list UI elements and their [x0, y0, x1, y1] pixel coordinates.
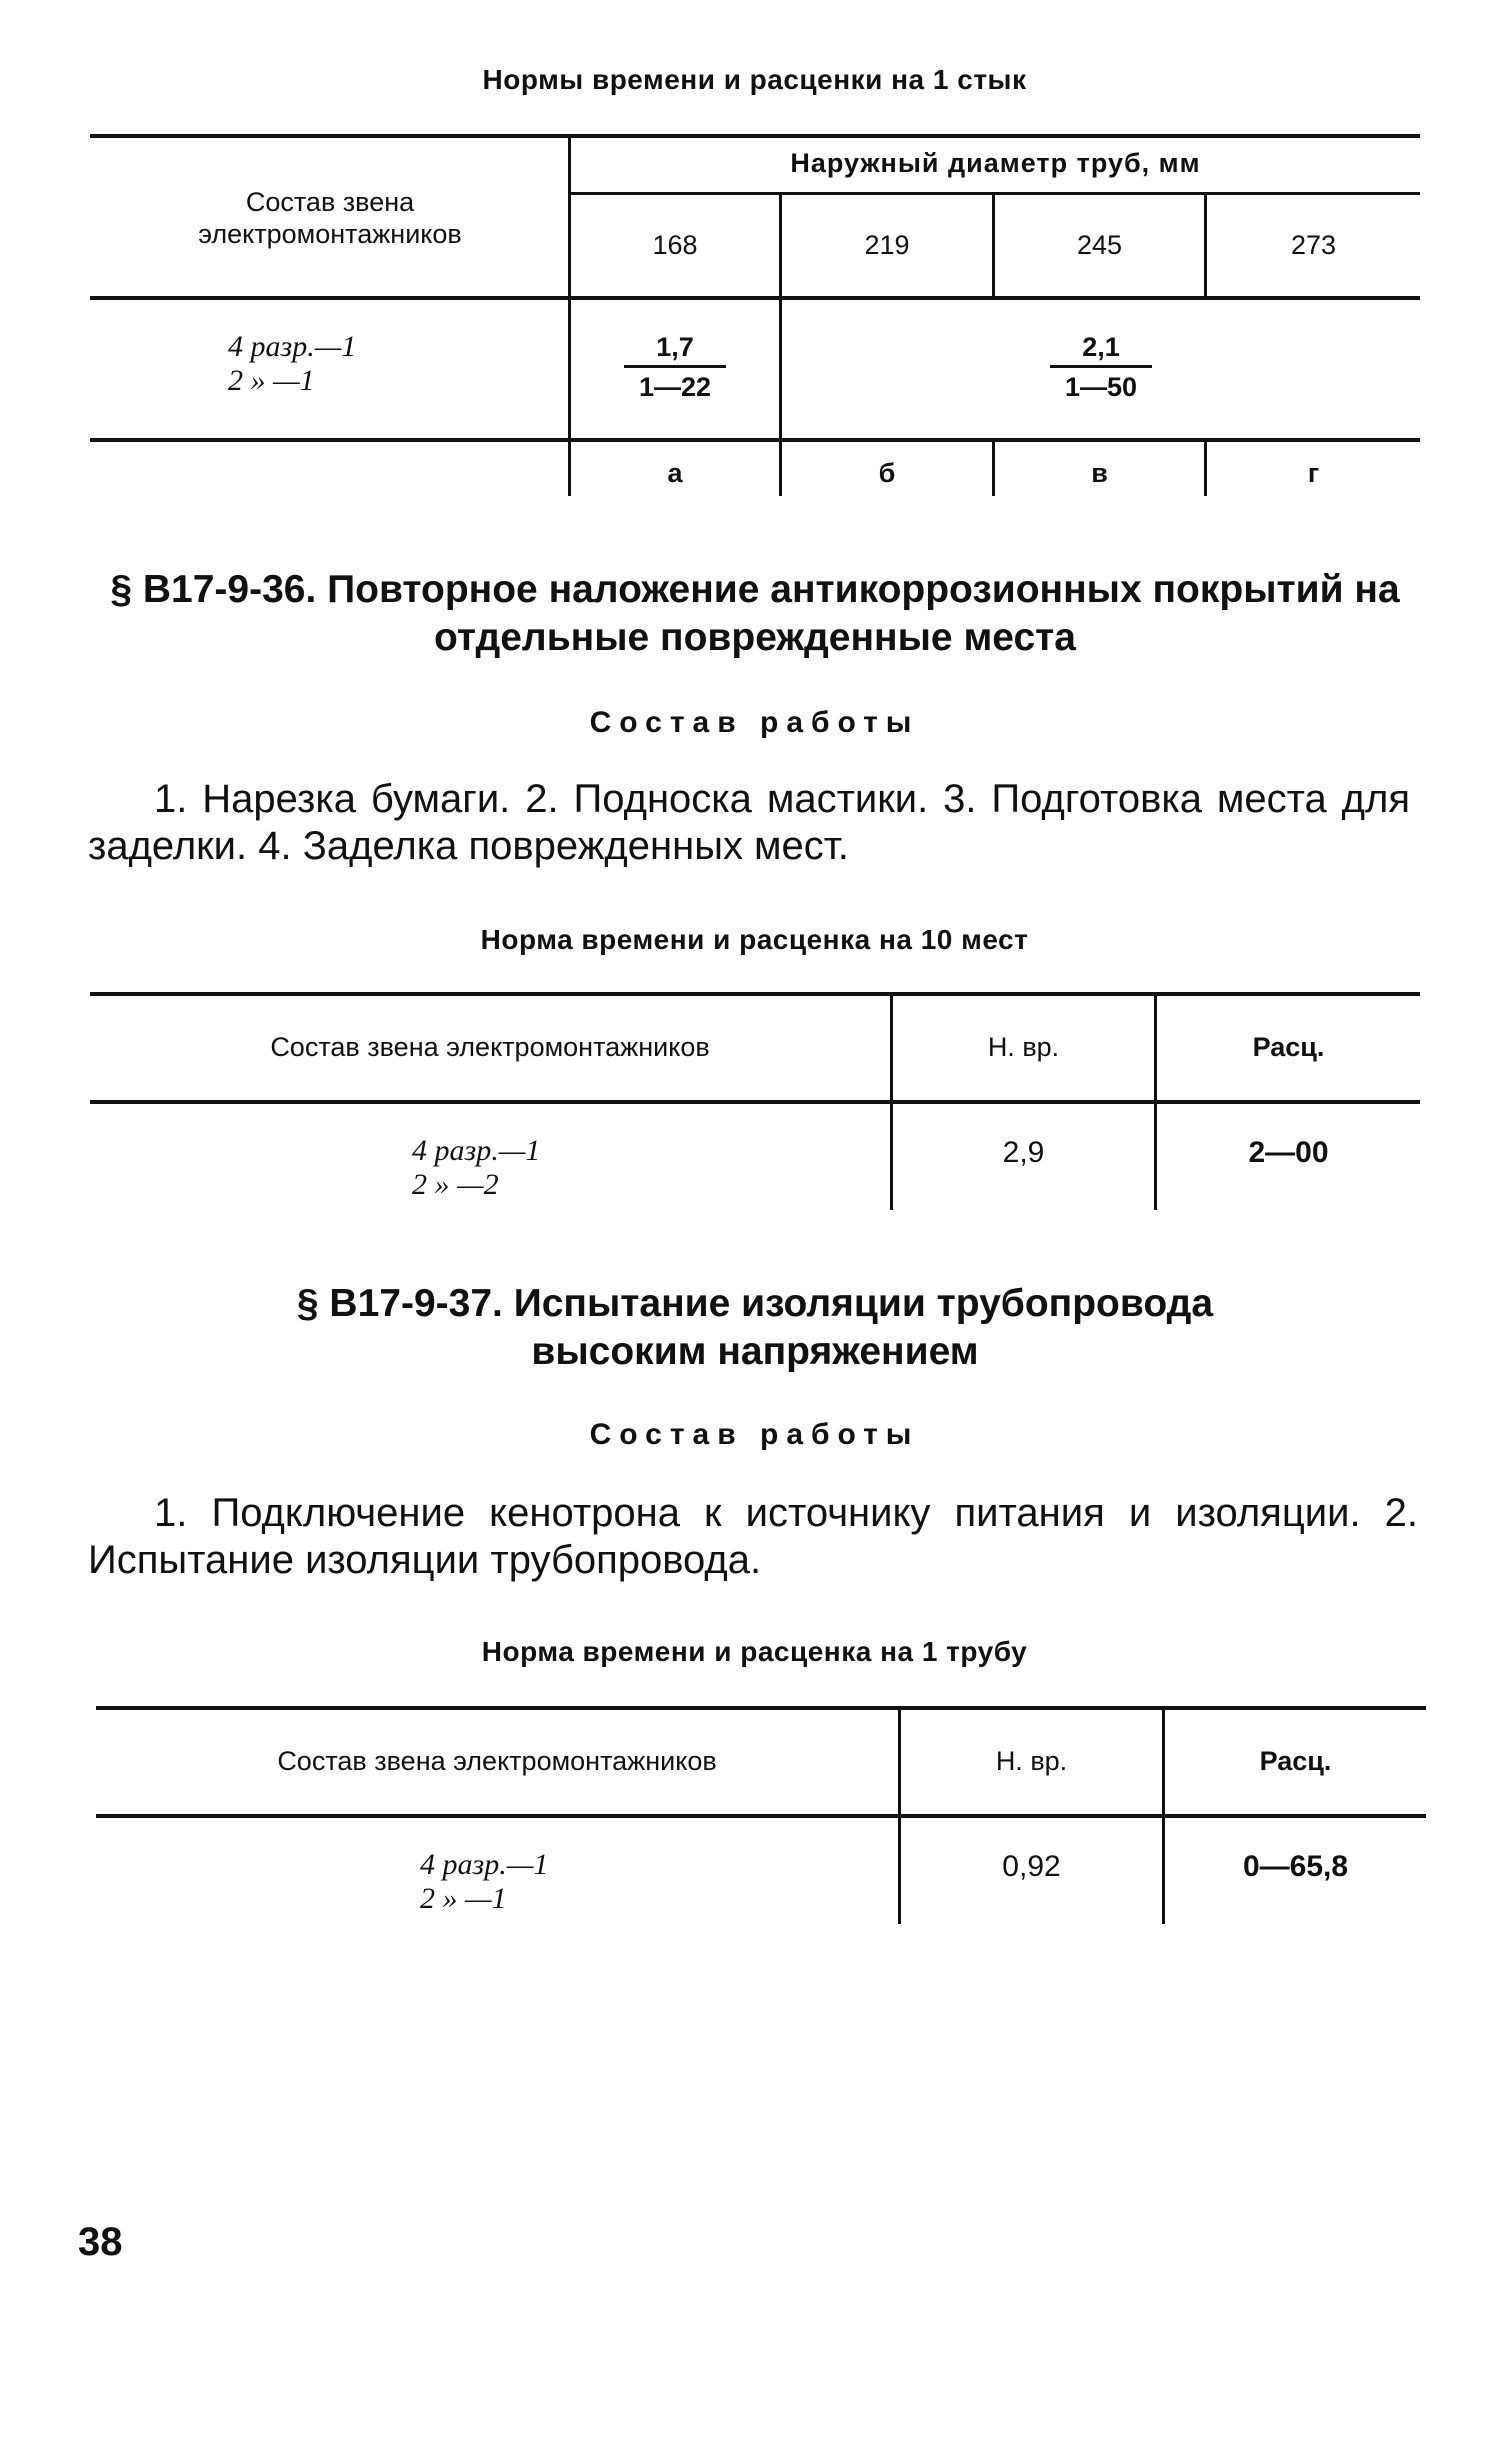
crew-line: 4 разр.—1 — [420, 1848, 549, 1881]
section36-header-crew: Состав звена электромонтажников — [270, 1032, 710, 1062]
section37-header-norm: Н. вр. — [995, 1746, 1068, 1776]
section36-work-title: Состав работы — [589, 706, 920, 739]
table1-diameter-219: 219 — [864, 230, 910, 260]
rate-value: 1—22 — [638, 372, 712, 402]
section37-header-crew: Состав звена электромонтажников — [277, 1746, 717, 1776]
crew-line: 4 разр.—1 — [412, 1134, 541, 1167]
table1-header-diameter: Наружный диаметр труб, мм — [790, 148, 1201, 178]
section37-work-text: 1. Подключение кенотрона к источнику питания и изоляции. 2. Испытание изоляции трубопровода. — [88, 1491, 1418, 1582]
table1-letter-b: б — [878, 458, 896, 488]
section36-rate: 2—00 — [1248, 1136, 1329, 1169]
section37-crew — [420, 1848, 548, 1916]
table1-letter-a: а — [667, 458, 683, 488]
section37-caption: Норма времени и расценка на 1 трубу — [481, 1636, 1028, 1667]
table1-letter-g: г — [1307, 458, 1320, 488]
table1-diameter-245: 245 — [1076, 230, 1123, 260]
section36-norm: 2,9 — [1002, 1136, 1045, 1169]
section37-header-rate: Расц. — [1259, 1746, 1332, 1776]
section37-work-title: Состав работы — [589, 1418, 920, 1451]
section36-crew — [412, 1134, 540, 1202]
table1-letter-v: в — [1091, 458, 1108, 488]
table1-caption: Нормы времени и расценки на 1 стык — [482, 64, 1027, 95]
section36-heading: § В17-9-36. Повторное наложение антикоррозионных покрытий на отдельные поврежденные места — [110, 568, 1400, 659]
table1-norm-a — [571, 332, 779, 403]
crew-line: 2 » —1 — [420, 1882, 507, 1915]
crew-line: 4 разр.—1 — [228, 330, 357, 363]
section36-caption: Норма времени и расценка на 10 мест — [480, 924, 1029, 955]
page-number: 38 — [78, 2220, 123, 2264]
section36-header-norm: Н. вр. — [987, 1032, 1060, 1062]
section36-work-text: 1. Нарезка бумаги. 2. Подноска мастики. 3. Подготовка места для заделки. 4. Заделка поврежденных мест. — [88, 777, 1410, 868]
section37-heading: § В17-9-37. Испытание изоляции трубопровода высоким напряжением — [296, 1282, 1214, 1373]
section36-header-rate: Расц. — [1252, 1032, 1325, 1062]
table1-norm-bvg — [782, 332, 1420, 403]
table1-diameter-168: 168 — [652, 230, 698, 260]
norm-value: 2,1 — [1050, 332, 1152, 368]
table1-header-crew: Состав звена электромонтажников — [198, 187, 462, 249]
section37-norm: 0,92 — [1002, 1850, 1061, 1883]
table1-crew — [228, 330, 356, 398]
table1-diameter-273: 273 — [1290, 230, 1337, 260]
section37-rate: 0—65,8 — [1242, 1850, 1349, 1883]
norm-value: 1,7 — [624, 332, 726, 368]
crew-line: 2 » —2 — [412, 1168, 499, 1201]
rate-value: 1—50 — [1064, 372, 1138, 402]
crew-line: 2 » —1 — [228, 364, 315, 397]
